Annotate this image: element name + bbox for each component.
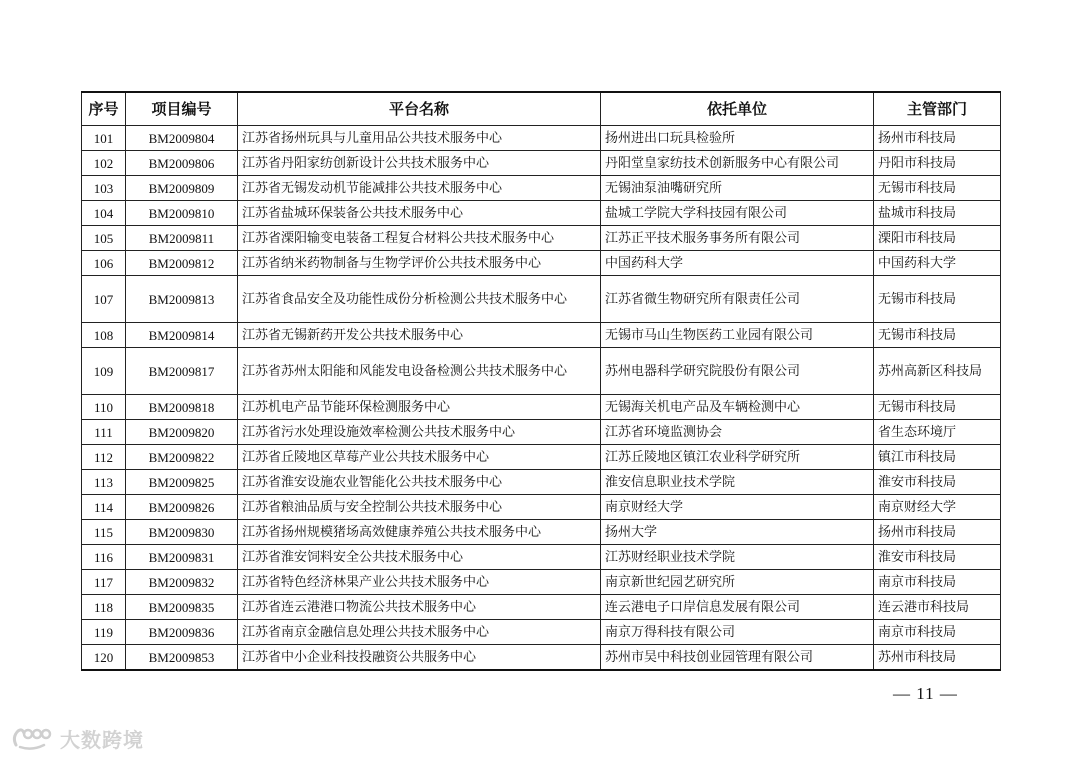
cell-department: 镇江市科技局: [874, 445, 1001, 470]
cell-host-unit: 江苏财经职业技术学院: [601, 545, 874, 570]
table-row: [82, 395, 1001, 420]
cell-department: 中国药科大学: [874, 251, 1001, 276]
table-row: [82, 176, 1001, 201]
cell-department: 连云港市科技局: [874, 595, 1001, 620]
table-row: [82, 520, 1001, 545]
cell-platform-name: 江苏省中小企业科技投融资公共服务中心: [238, 645, 601, 671]
cell-index: 115: [82, 520, 126, 545]
table-row: [82, 251, 1001, 276]
cell-host-unit: 扬州大学: [601, 520, 874, 545]
cell-department: 溧阳市科技局: [874, 226, 1001, 251]
cell-project-code: BM2009814: [126, 323, 238, 348]
cell-index: 108: [82, 323, 126, 348]
cell-department: 扬州市科技局: [874, 520, 1001, 545]
cell-department: 无锡市科技局: [874, 176, 1001, 201]
cell-project-code: BM2009813: [126, 276, 238, 323]
cell-project-code: BM2009810: [126, 201, 238, 226]
cell-index: 116: [82, 545, 126, 570]
cell-host-unit: 中国药科大学: [601, 251, 874, 276]
cell-project-code: BM2009826: [126, 495, 238, 520]
cell-department: 南京市科技局: [874, 620, 1001, 645]
table-body: [82, 126, 1001, 671]
cell-project-code: BM2009832: [126, 570, 238, 595]
project-table: [81, 91, 1001, 671]
cell-host-unit: 无锡海关机电产品及车辆检测中心: [601, 395, 874, 420]
cell-host-unit: 无锡市马山生物医药工业园有限公司: [601, 323, 874, 348]
watermark: [10, 724, 144, 753]
cell-platform-name: 江苏省南京金融信息处理公共技术服务中心: [238, 620, 601, 645]
logo-mark-icon: [10, 725, 54, 753]
cell-index: 114: [82, 495, 126, 520]
cell-department: 盐城市科技局: [874, 201, 1001, 226]
table-row: [82, 201, 1001, 226]
cell-platform-name: 江苏省扬州玩具与儿童用品公共技术服务中心: [238, 126, 601, 151]
cell-host-unit: 苏州电器科学研究院股份有限公司: [601, 348, 874, 395]
cell-platform-name: 江苏省盐城环保装备公共技术服务中心: [238, 201, 601, 226]
cell-host-unit: 扬州进出口玩具检验所: [601, 126, 874, 151]
cell-project-code: BM2009822: [126, 445, 238, 470]
cell-index: 113: [82, 470, 126, 495]
table-row: [82, 645, 1001, 671]
table-row: [82, 570, 1001, 595]
cell-platform-name: 江苏省食品安全及功能性成份分析检测公共技术服务中心: [238, 276, 601, 323]
cell-index: 102: [82, 151, 126, 176]
cell-project-code: BM2009804: [126, 126, 238, 151]
page-number: — 11 —: [893, 684, 958, 703]
cell-host-unit: 丹阳堂皇家纺技术创新服务中心有限公司: [601, 151, 874, 176]
cell-department: 苏州市科技局: [874, 645, 1001, 671]
cell-project-code: BM2009817: [126, 348, 238, 395]
table-row: [82, 470, 1001, 495]
cell-platform-name: 江苏省淮安设施农业智能化公共技术服务中心: [238, 470, 601, 495]
cell-department: 扬州市科技局: [874, 126, 1001, 151]
header-project-code: 项目编号: [126, 92, 238, 126]
cell-department: 无锡市科技局: [874, 323, 1001, 348]
header-host-unit: 依托单位: [601, 92, 874, 126]
cell-platform-name: 江苏省丹阳家纺创新设计公共技术服务中心: [238, 151, 601, 176]
cell-platform-name: 江苏省苏州太阳能和风能发电设备检测公共技术服务中心: [238, 348, 601, 395]
cell-project-code: BM2009825: [126, 470, 238, 495]
cell-host-unit: 江苏正平技术服务事务所有限公司: [601, 226, 874, 251]
cell-project-code: BM2009811: [126, 226, 238, 251]
cell-project-code: BM2009830: [126, 520, 238, 545]
cell-host-unit: 江苏丘陵地区镇江农业科学研究所: [601, 445, 874, 470]
cell-host-unit: 连云港电子口岸信息发展有限公司: [601, 595, 874, 620]
cell-platform-name: 江苏省无锡新药开发公共技术服务中心: [238, 323, 601, 348]
cell-project-code: BM2009812: [126, 251, 238, 276]
header-department: 主管部门: [874, 92, 1001, 126]
cell-platform-name: 江苏省纳米药物制备与生物学评价公共技术服务中心: [238, 251, 601, 276]
cell-index: 120: [82, 645, 126, 671]
table-row: [82, 151, 1001, 176]
cell-department: 苏州高新区科技局: [874, 348, 1001, 395]
cell-platform-name: 江苏省淮安饲料安全公共技术服务中心: [238, 545, 601, 570]
cell-platform-name: 江苏省无锡发动机节能减排公共技术服务中心: [238, 176, 601, 201]
cell-department: 南京财经大学: [874, 495, 1001, 520]
table-row: [82, 545, 1001, 570]
header-index: 序号: [82, 92, 126, 126]
cell-department: 淮安市科技局: [874, 470, 1001, 495]
table-row: [82, 420, 1001, 445]
cell-index: 117: [82, 570, 126, 595]
cell-host-unit: 江苏省微生物研究所有限责任公司: [601, 276, 874, 323]
cell-index: 109: [82, 348, 126, 395]
cell-platform-name: 江苏省污水处理设施效率检测公共技术服务中心: [238, 420, 601, 445]
cell-department: 南京市科技局: [874, 570, 1001, 595]
cell-platform-name: 江苏机电产品节能环保检测服务中心: [238, 395, 601, 420]
cell-host-unit: 南京万得科技有限公司: [601, 620, 874, 645]
cell-host-unit: 盐城工学院大学科技园有限公司: [601, 201, 874, 226]
cell-index: 118: [82, 595, 126, 620]
table-row: [82, 445, 1001, 470]
cell-platform-name: 江苏省丘陵地区草莓产业公共技术服务中心: [238, 445, 601, 470]
table-row: [82, 226, 1001, 251]
cell-project-code: BM2009809: [126, 176, 238, 201]
cell-index: 119: [82, 620, 126, 645]
cell-index: 112: [82, 445, 126, 470]
cell-project-code: BM2009806: [126, 151, 238, 176]
cell-platform-name: 江苏省扬州规模猪场高效健康养殖公共技术服务中心: [238, 520, 601, 545]
cell-platform-name: 江苏省溧阳输变电装备工程复合材料公共技术服务中心: [238, 226, 601, 251]
cell-host-unit: 苏州市吴中科技创业园管理有限公司: [601, 645, 874, 671]
cell-platform-name: 江苏省粮油品质与安全控制公共技术服务中心: [238, 495, 601, 520]
cell-index: 107: [82, 276, 126, 323]
cell-index: 104: [82, 201, 126, 226]
cell-host-unit: 江苏省环境监测协会: [601, 420, 874, 445]
watermark-text: 大数跨境: [60, 728, 144, 752]
cell-project-code: BM2009831: [126, 545, 238, 570]
cell-department: 省生态环境厅: [874, 420, 1001, 445]
cell-index: 103: [82, 176, 126, 201]
cell-platform-name: 江苏省连云港港口物流公共技术服务中心: [238, 595, 601, 620]
table-row: [82, 495, 1001, 520]
cell-project-code: BM2009818: [126, 395, 238, 420]
cell-index: 110: [82, 395, 126, 420]
cell-department: 丹阳市科技局: [874, 151, 1001, 176]
table-row: [82, 323, 1001, 348]
project-table-container: [81, 91, 1000, 671]
table-row: [82, 595, 1001, 620]
cell-department: 无锡市科技局: [874, 395, 1001, 420]
cell-project-code: BM2009836: [126, 620, 238, 645]
cell-index: 106: [82, 251, 126, 276]
table-row: [82, 126, 1001, 151]
cell-index: 105: [82, 226, 126, 251]
table-row: [82, 620, 1001, 645]
cell-project-code: BM2009853: [126, 645, 238, 671]
header-platform-name: 平台名称: [238, 92, 601, 126]
cell-department: 淮安市科技局: [874, 545, 1001, 570]
cell-index: 101: [82, 126, 126, 151]
cell-host-unit: 南京财经大学: [601, 495, 874, 520]
table-header-row: [82, 92, 1001, 126]
cell-host-unit: 无锡油泵油嘴研究所: [601, 176, 874, 201]
cell-platform-name: 江苏省特色经济林果产业公共技术服务中心: [238, 570, 601, 595]
cell-host-unit: 南京新世纪园艺研究所: [601, 570, 874, 595]
table-row: [82, 348, 1001, 395]
cell-project-code: BM2009835: [126, 595, 238, 620]
cell-host-unit: 淮安信息职业技术学院: [601, 470, 874, 495]
cell-index: 111: [82, 420, 126, 445]
cell-project-code: BM2009820: [126, 420, 238, 445]
table-row: [82, 276, 1001, 323]
cell-department: 无锡市科技局: [874, 276, 1001, 323]
